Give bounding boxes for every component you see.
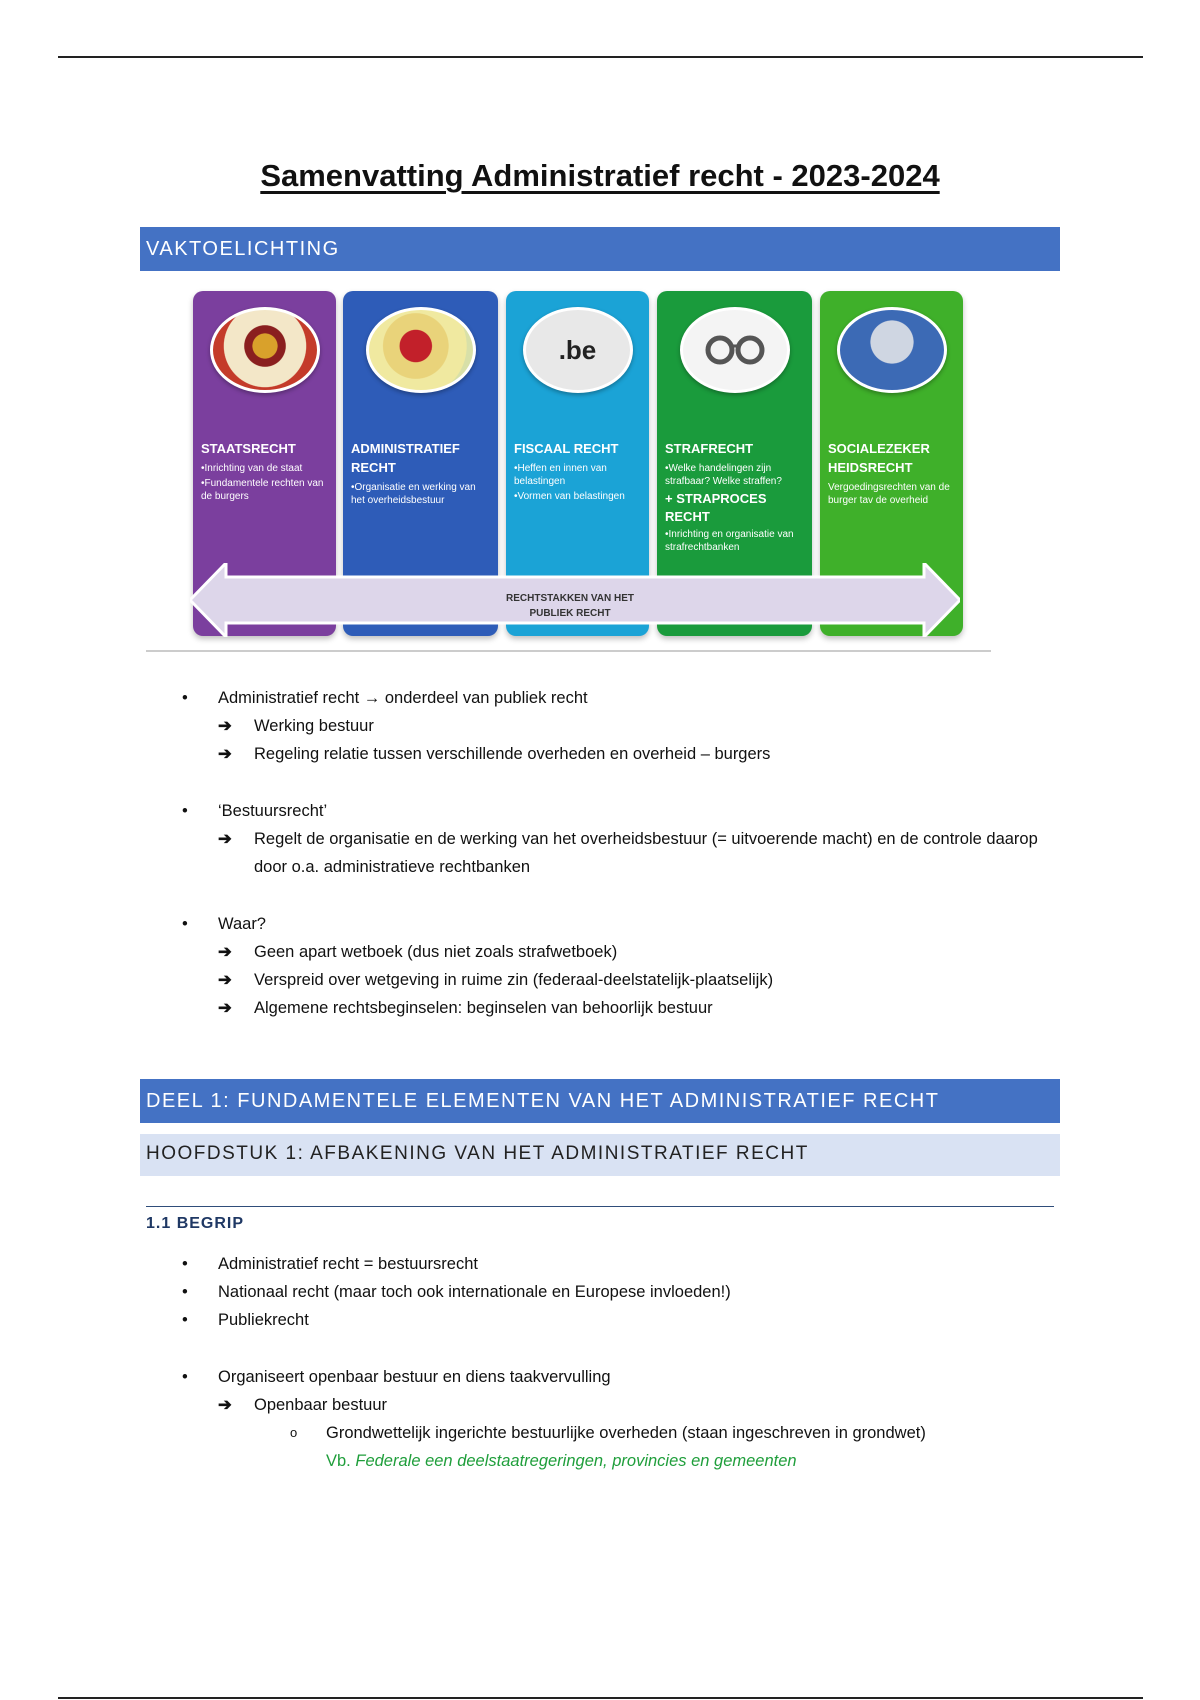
column-fiscaal-title: FISCAAL RECHT •Heffen en innen van belastingen •Vormen van belastingen	[514, 439, 643, 503]
column-staatsrecht-desc-2: •Fundamentele rechten van de burgers	[201, 478, 324, 502]
column-staatsrecht-desc-1: •Inrichting van de staat	[201, 463, 303, 474]
list-subitem: ➔ Regeling relatie tussen verschillende overheden en overheid – burgers	[218, 745, 771, 763]
list-subitem: ➔ Verspreid over wetgeving in ruime zin (federaal-deelstatelijk-plaatselijk)	[218, 971, 774, 989]
diagram-divider	[146, 650, 991, 652]
footer-rule	[58, 1697, 1143, 1699]
column-administratief-title: ADMINISTRATIEF RECHT •Organisatie en werking van het overheidsbestuur	[351, 439, 492, 507]
column-fiscaal-desc-1: •Heffen en innen van belastingen	[514, 463, 607, 487]
list-item: • Administratief recht = bestuursrecht	[182, 1255, 478, 1273]
city-map-icon	[366, 307, 476, 393]
subsection-rule	[146, 1206, 1054, 1207]
section-heading-vaktoelichting: VAKTOELICHTING	[140, 227, 1060, 271]
header-rule	[58, 56, 1143, 58]
list-subitem: ➔ Werking bestuur	[218, 717, 374, 735]
column-strafrecht-desc-1: •Welke handelingen zijn strafbaar? Welke straffen?	[665, 463, 782, 487]
section-heading-hoofdstuk1: HOOFDSTUK 1: AFBAKENING VAN HET ADMINISTRATIEF RECHT	[140, 1134, 1060, 1176]
section-heading-deel1: DEEL 1: FUNDAMENTELE ELEMENTEN VAN HET ADMINISTRATIEF RECHT	[140, 1079, 1060, 1123]
column-strafrecht-title: STRAFRECHT •Welke handelingen zijn strafbaar? Welke straffen? + STRAPROCES RECHT •Inrichting en organisatie van strafrechtbanken	[665, 439, 806, 554]
column-administratief-desc-1: •Organisatie en werking van het overheidsbestuur	[351, 482, 476, 506]
be-belgie-logo-icon: .be	[523, 307, 633, 393]
list-subsubitem: o Grondwettelijk ingerichte bestuurlijke overheden (staan ingeschreven in grondwet)	[290, 1424, 926, 1442]
column-socialezekerheid-desc-1: Vergoedingsrechten van de burger tav de overheid	[828, 482, 950, 506]
list-item: • Publiekrecht	[182, 1311, 309, 1329]
list-subitem: ➔ Geen apart wetboek (dus niet zoals strafwetboek)	[218, 943, 618, 961]
coat-of-arms-icon	[210, 307, 320, 393]
column-strafproces-title: + STRAPROCES RECHT	[665, 491, 767, 524]
column-strafproces-desc-1: •Inrichting en organisatie van strafrechtbanken	[665, 529, 794, 553]
rechtstakken-diagram	[140, 285, 1000, 653]
column-socialezekerheid-title: SOCIALEZEKER HEIDSRECHT Vergoedingsrechten van de burger tav de overheid	[828, 439, 957, 507]
list-item: • Waar?	[182, 915, 266, 933]
list-item: • Organiseert openbaar bestuur en diens taakvervulling	[182, 1368, 611, 1386]
intro-list	[180, 684, 1040, 1022]
begrip-list	[180, 1250, 1060, 1475]
column-staatsrecht-title: STAATSRECHT •Inrichting van de staat •Fundamentele rechten van de burgers	[201, 439, 330, 503]
subsection-heading-begrip: 1.1 BEGRIP	[146, 1215, 245, 1232]
list-subitem: ➔ Openbaar bestuur	[218, 1396, 388, 1414]
page-title: Samenvatting Administratief recht - 2023-2024	[260, 158, 940, 193]
list-subitem: ➔ Algemene rechtsbeginselen: beginselen van behoorlijk bestuur	[218, 999, 713, 1017]
example-text: Vb. Federale een deelstaatregeringen, provincies en gemeenten	[326, 1452, 797, 1470]
piggy-banks-icon	[837, 307, 947, 393]
list-item: • ‘Bestuursrecht’	[182, 802, 328, 820]
handcuffs-icon	[680, 307, 790, 393]
arrow-label: RECHTSTAKKEN VAN HET PUBLIEK RECHT	[506, 593, 634, 619]
list-item: • Administratief recht → onderdeel van publiek recht	[182, 689, 588, 707]
column-fiscaal-desc-2: •Vormen van belastingen	[514, 491, 625, 502]
list-item: • Nationaal recht (maar toch ook internationale en Europese invloeden!)	[182, 1283, 731, 1301]
list-subitem: ➔ Regelt de organisatie en de werking van het overheidsbestuur (= uitvoerende macht) en de controle daarop door o.a. administratieve rechtbanken	[218, 830, 1038, 876]
